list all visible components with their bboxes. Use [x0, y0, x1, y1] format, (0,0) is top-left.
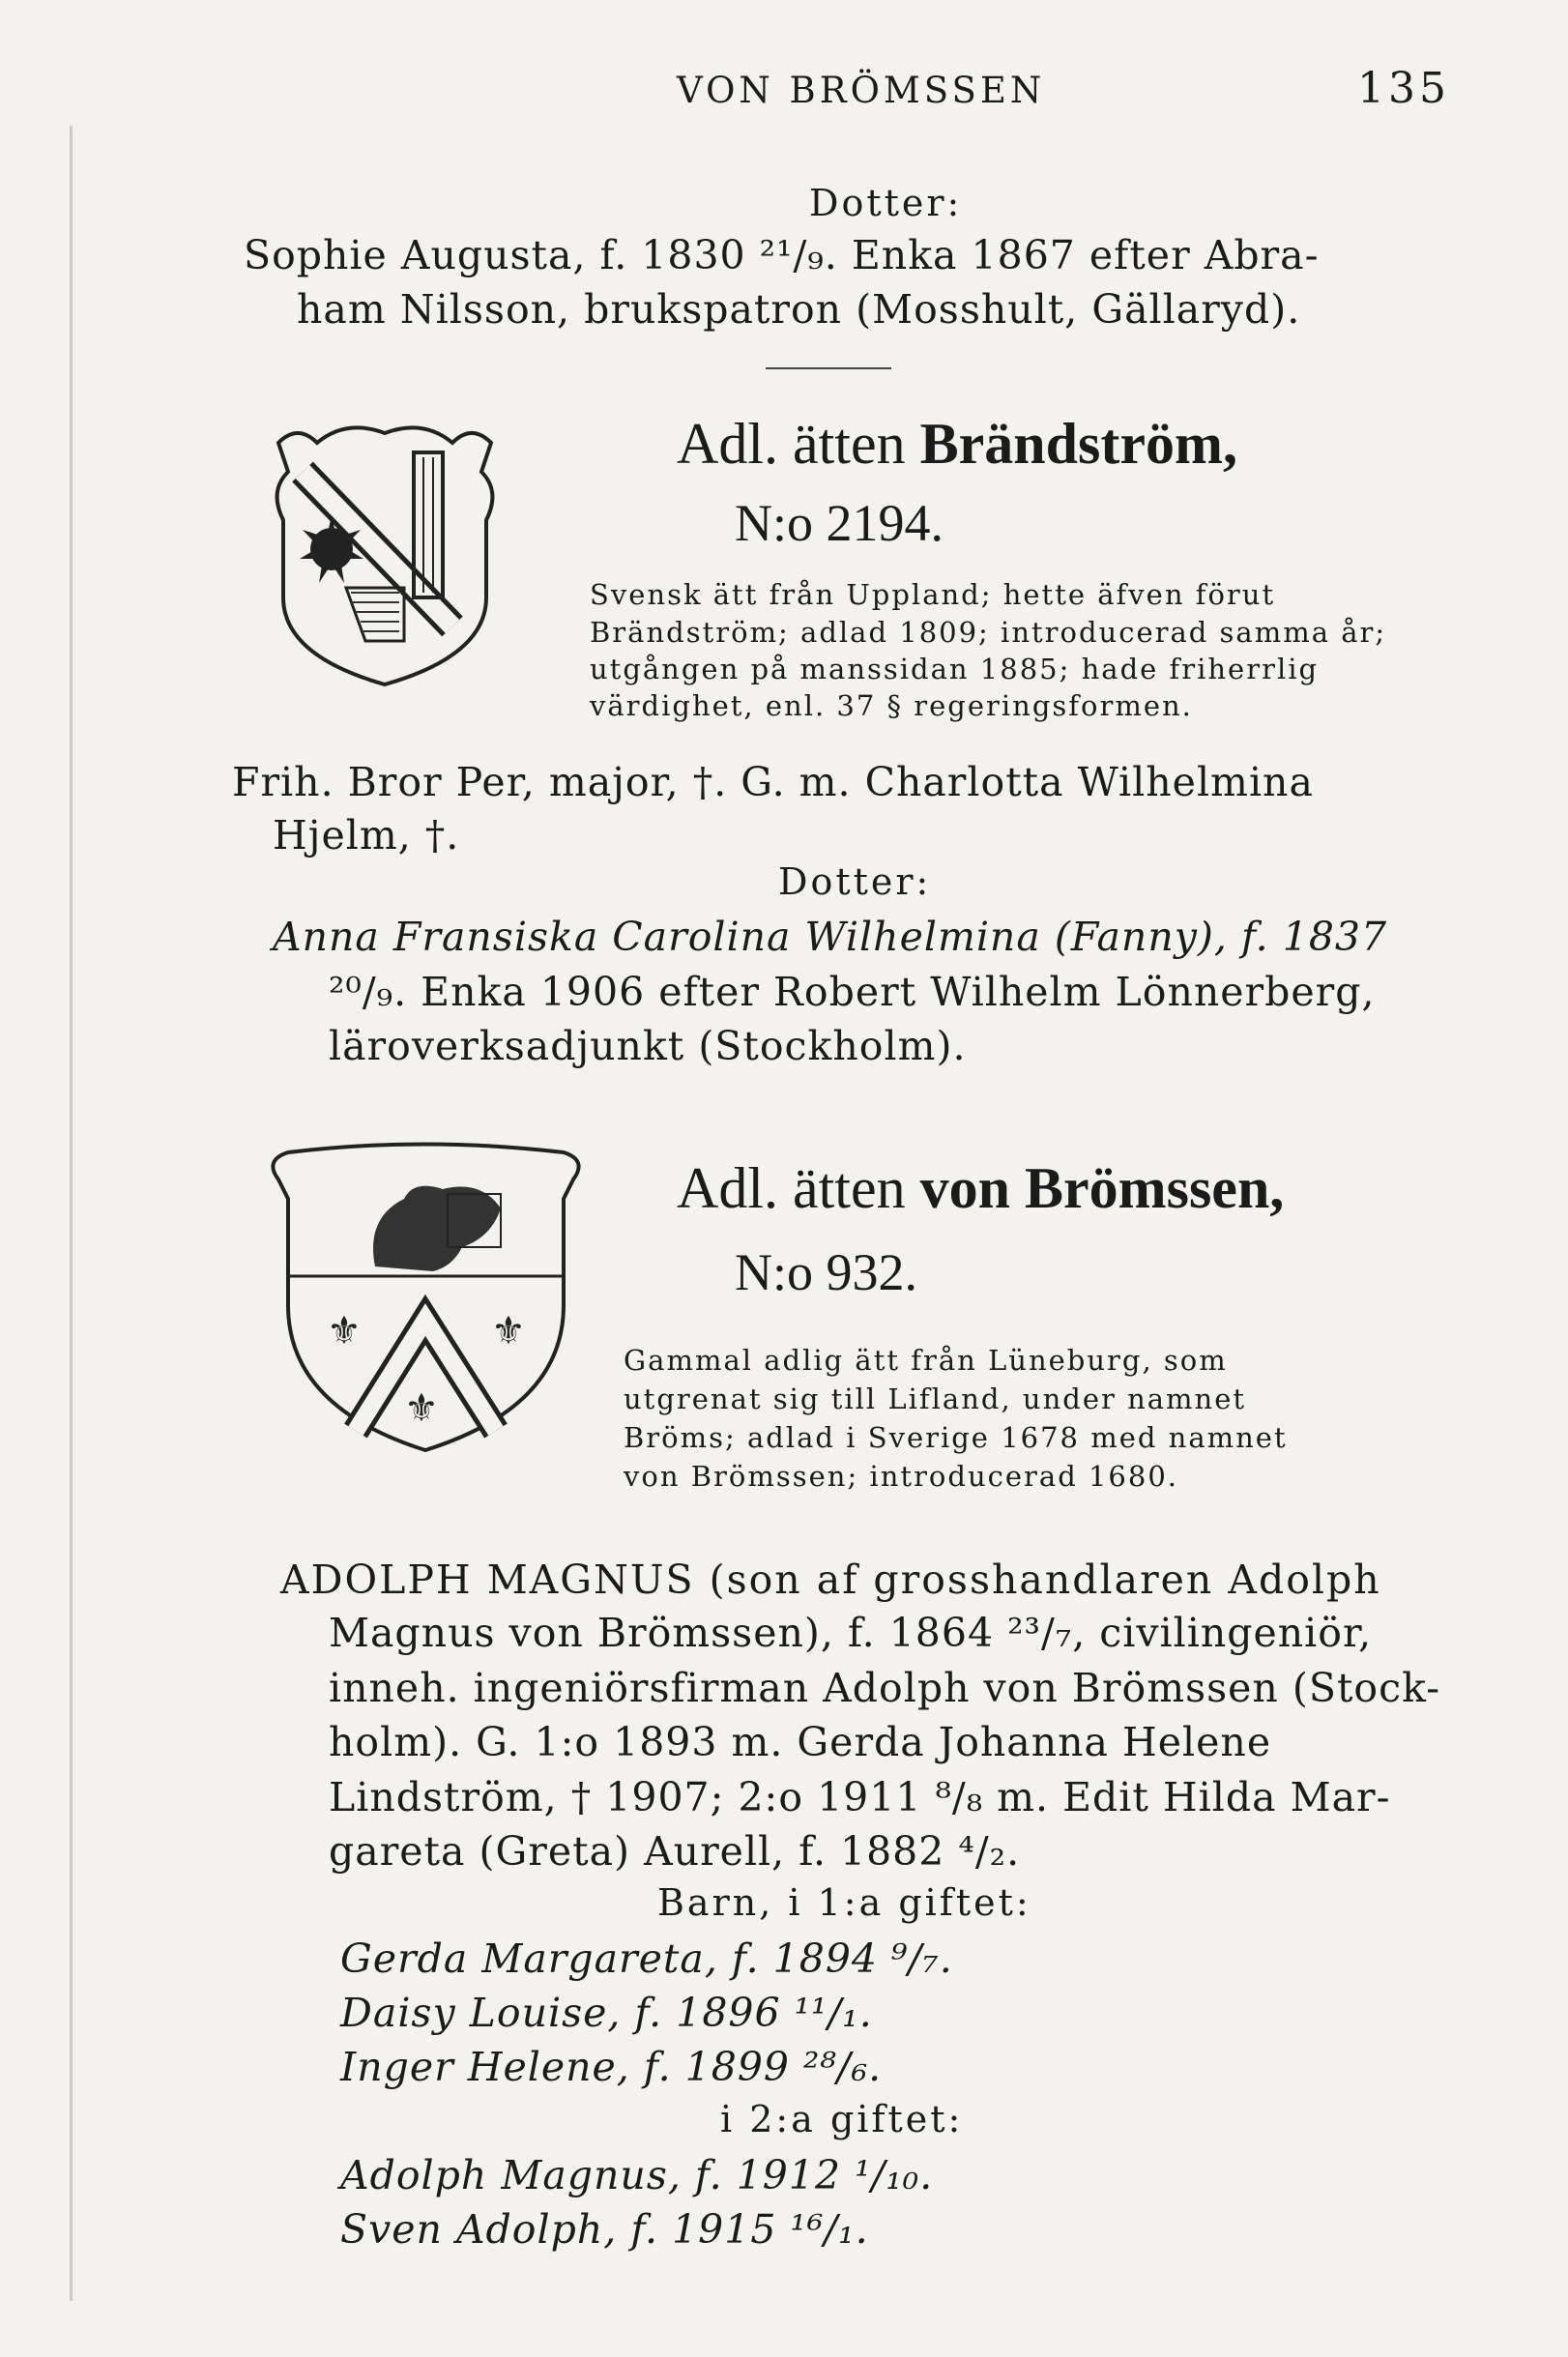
child-entry: Adolph Magnus, f. 1912 ¹/₁₀.	[340, 2152, 934, 2198]
running-header: VON BRÖMSSEN	[677, 70, 1046, 111]
house-title-name: von Brömssen,	[919, 1156, 1285, 1220]
house-number: N:o 2194.	[735, 494, 944, 552]
text-line: Lindström, † 1907; 2:o 1911 ⁸/₈ m. Edit Hilda Mar-	[329, 1774, 1391, 1820]
child-entry: Gerda Margareta, f. 1894 ⁹/₇.	[340, 1935, 953, 1982]
coat-of-arms-brandstrom-icon	[259, 414, 510, 694]
text-line: ADOLPH MAGNUS (son af grosshandlaren Adolph	[280, 1557, 1381, 1603]
house-title-brandstrom	[677, 411, 1237, 478]
house-number: N:o 932.	[735, 1243, 917, 1301]
page-number: 135	[1357, 64, 1450, 113]
text-line: läroverksadjunkt (Stockholm).	[329, 1023, 967, 1069]
svg-text:⚜: ⚜	[327, 1309, 362, 1353]
house-title-prefix: Adl. ätten	[677, 412, 920, 476]
divider	[766, 367, 891, 369]
text-line: Sophie Augusta, f. 1830 ²¹/₉. Enka 1867 efter Abra-	[244, 232, 1320, 278]
text-line: Frih. Bror Per, major, †. G. m. Charlotta Wilhelmina	[232, 759, 1314, 805]
text-line: Magnus von Brömssen), f. 1864 ²³/₇, civilingeniör,	[329, 1610, 1373, 1656]
house-title-bromssen	[677, 1155, 1284, 1222]
text-line: inneh. ingeniörsfirman Adolph von Brömssen (Stock-	[329, 1665, 1441, 1711]
page-edge-shadow	[70, 126, 73, 2301]
house-description-line: Brändström; adlad 1809; introducerad samma år;	[590, 616, 1387, 649]
house-description-line: Bröms; adlad i Sverige 1678 med namnet	[624, 1421, 1288, 1454]
section-label: Dotter:	[778, 860, 932, 903]
child-entry: Sven Adolph, f. 1915 ¹⁶/₁.	[340, 2206, 869, 2253]
text-line: Anna Fransiska Carolina Wilhelmina (Fanny), f. 1837	[273, 914, 1388, 960]
svg-text:⚜: ⚜	[491, 1309, 526, 1353]
text-line: ²⁰/₉. Enka 1906 efter Robert Wilhelm Lönnerberg,	[329, 969, 1376, 1015]
house-description-line: Svensk ätt från Uppland; hette äfven förut	[590, 578, 1276, 611]
section-label: Barn, i 1:a giftet:	[657, 1881, 1031, 1924]
house-description-line: värdighet, enl. 37 § regeringsformen.	[590, 689, 1193, 722]
house-description-line: utgången på manssidan 1885; hade friherrlig	[590, 653, 1320, 685]
house-description-line: utgrenat sig till Lifland, under namnet	[624, 1382, 1247, 1415]
child-entry: Inger Helene, f. 1899 ²⁸/₆.	[340, 2044, 883, 2090]
coat-of-arms-bromssen-icon	[259, 1141, 593, 1460]
house-description-line: Gammal adlig ätt från Lüneburg, som	[624, 1344, 1228, 1377]
text-line: ham Nilsson, brukspatron (Mosshult, Gällaryd).	[297, 286, 1301, 333]
section-label: i 2:a giftet:	[720, 2098, 964, 2140]
text-line: gareta (Greta) Aurell, f. 1882 ⁴/₂.	[329, 1828, 1021, 1875]
section-label: Dotter:	[809, 182, 963, 224]
svg-text:⚜: ⚜	[404, 1386, 439, 1431]
text-line: Hjelm, †.	[273, 812, 460, 858]
house-description-line: von Brömssen; introducerad 1680.	[624, 1460, 1178, 1493]
text-line: holm). G. 1:o 1893 m. Gerda Johanna Helene	[329, 1719, 1272, 1765]
house-title-prefix: Adl. ätten	[677, 1156, 920, 1220]
house-title-name: Brändström,	[919, 412, 1237, 476]
child-entry: Daisy Louise, f. 1896 ¹¹/₁.	[340, 1990, 873, 2036]
